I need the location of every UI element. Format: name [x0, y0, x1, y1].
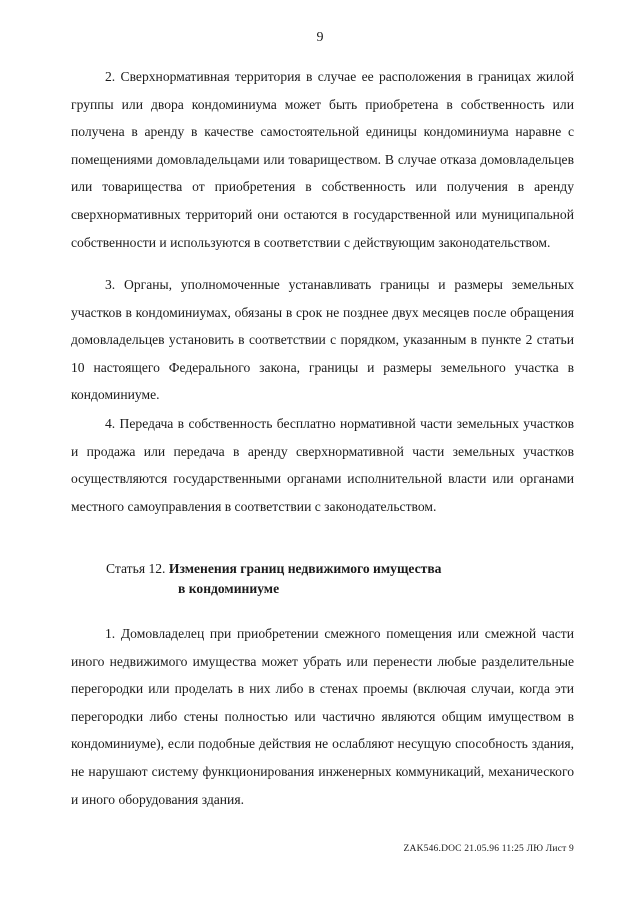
article-title-line2: в кондоминиуме — [178, 581, 280, 596]
paragraph-2: 2. Сверхнормативная территория в случае ее расположения в границах жилой группы или двора кондоминиума может быть приобретена в собственность или получена в аренду в качестве самостоятельной единицы кондоминиума наравне с помещениями домовладельцами или товариществом. В случае отказа домовладельцев или товарищества от приобретения в собственность или получения в аренду сверхнормативных территорий они остаются в государственной или муниципальной собственности и используются в соответствии с действующим законодательством. — [71, 69, 574, 250]
article-label: Статья 12. — [106, 561, 166, 576]
article-title-line1: Изменения границ недвижимого имущества — [168, 561, 442, 576]
article-heading — [106, 559, 566, 599]
paragraph-4: 4. Передача в собственность бесплатно нормативной части земельных участков и продажа или передача в аренду сверхнормативной части земельных участков осуществляются государственными органами исполнительной власти или органами местного самоуправления в соответствии с законодательством. — [71, 416, 574, 514]
page-number: 9 — [316, 30, 324, 45]
article-paragraph-1: 1. Домовладелец при приобретении смежного помещения или смежной части иного недвижимого имущества может убрать или перенести любые разделительные перегородки или проделать в них либо в стенах проемы (включая случаи, когда эти перегородки либо стены полностью или частично являются общим имуществом в кондоминиуме), если подобные действия не ослабляют несущую способность здания, не нарушают систему функционирования инженерных коммуникаций, механического и иного оборудования здания. — [71, 626, 574, 807]
paragraph-3: 3. Органы, уполномоченные устанавливать границы и размеры земельных участков в кондоминиумах, обязаны в срок не позднее двух месяцев после обращения домовладельцев установить в соответствии с порядком, указанным в пункте 2 статьи 10 настоящего Федерального закона, границы и размеры земельного участка в кондоминиуме. — [71, 277, 574, 403]
document-footer: ZAK546.DOC 21.05.96 11:25 ЛЮ Лист 9 — [403, 844, 574, 854]
